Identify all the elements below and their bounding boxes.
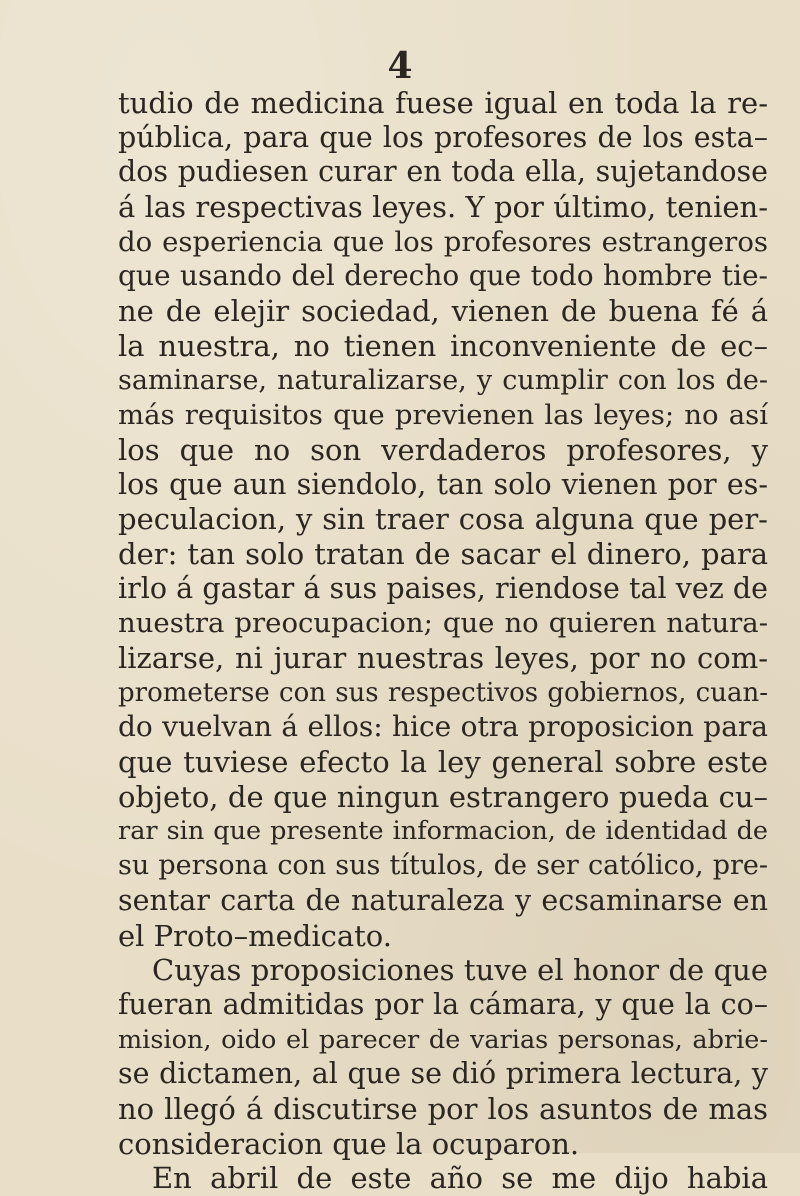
text-line: En abril de este año se me dijo habia [152,1161,768,1196]
text-line: tudio de medicina fuese igual en toda la re- [118,86,768,120]
text-line: que usando del derecho que todo hombre tie- [118,259,768,293]
text-line: la nuestra, no tienen inconveniente de ec– [118,328,768,363]
text-line: Cuyas proposiciones tuve el honor de que [152,953,768,988]
text-line: á las respectivas leyes. Y por último, tenien- [118,190,768,225]
text-line: el Proto–medicato. [118,918,392,953]
text-line: objeto, de que ningun estrangero pueda cu– [118,779,768,814]
text-line: fueran admitidas por la cámara, y que la co– [118,987,768,1021]
text-line: los que aun siendolo, tan solo vienen por es- [118,467,768,501]
text-line: nuestra preocupacion; que no quieren natura- [118,607,768,640]
text-line: mision, oido el parecer de varias personas, abrie- [118,1024,768,1055]
text-line: sentar carta de naturaleza y ecsaminarse en [118,883,768,917]
page-number: 4 [387,45,413,87]
text-line: saminarse, naturalizarse, y cumplir con los de- [118,364,768,396]
text-line: se dictamen, al que se dió primera lectura, y [118,1057,768,1091]
text-line: no llegó á discutirse por los asuntos de mas [118,1091,768,1126]
text-line: los que no son verdaderos profesores, y [118,432,768,467]
text-line: der: tan solo tratan de sacar el dinero, para [118,536,768,571]
text-line: do esperiencia que los profesores estrangeros [118,225,768,258]
text-line: pública, para que los profesores de los esta– [118,120,768,154]
text-line: lizarse, ni jurar nuestras leyes, por no com- [118,641,768,675]
text-line: dos pudiesen curar en toda ella, sujetandose [118,155,768,189]
text-line: peculacion, y sin traer cosa alguna que per- [118,502,768,537]
text-line: rar sin que presente informacion, de identidad de [118,816,768,847]
text-line: do vuelvan á ellos: hice otra proposicion para [118,710,768,744]
text-line: ne de elejir sociedad, vienen de buena fé á [118,294,768,329]
body-text [118,86,768,1196]
text-line: irlo á gastar á sus paises, riendose tal vez de [118,571,768,605]
text-line: que tuviese efecto la ley general sobre este [118,745,768,780]
text-line: consideracion que la ocuparon. [118,1126,580,1161]
text-line: su persona con sus títulos, de ser católico, pre- [118,850,768,882]
text-line: prometerse con sus respectivos gobiernos, cuan- [118,677,768,708]
text-line: más requisitos que previenen las leyes; no así [118,399,768,432]
